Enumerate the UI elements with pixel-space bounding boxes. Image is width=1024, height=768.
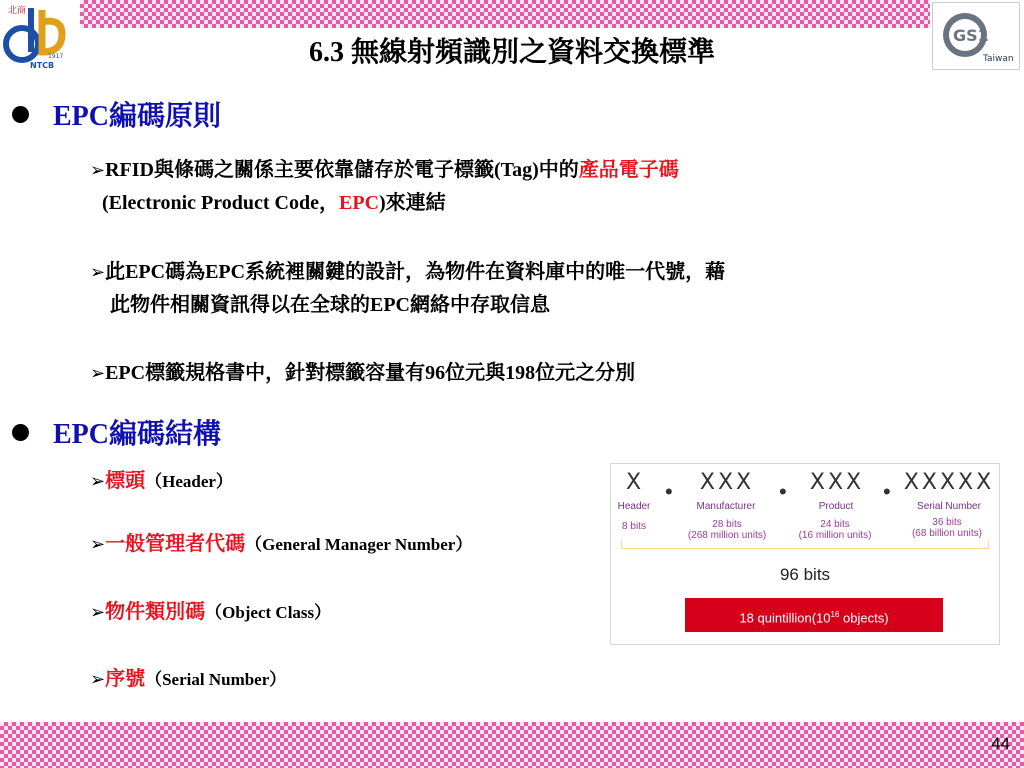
arrow-bullet-icon: ➢ [90, 602, 106, 623]
logo-year: 1917 [48, 53, 64, 60]
slide-title: 6.3 無線射頻識別之資料交換標準 [308, 37, 715, 68]
label-product: Product [818, 501, 854, 512]
separator-icon: • [883, 479, 891, 504]
bits-product: 24 bits (16 million units) [798, 519, 872, 541]
item-text-line2: 此物件相關資訊得以在全球的EPC網絡中存取信息 [110, 294, 550, 316]
item-en: （Object Class） [205, 603, 332, 622]
capacity-text: 18 quintillion(10 [739, 610, 831, 626]
item-en: （Header） [145, 472, 233, 491]
section-heading-epc-structure [12, 412, 221, 452]
logo-bottom-text: NTCB [30, 61, 55, 70]
bullet-dot-icon [12, 424, 29, 441]
bits-header: 8 bits [622, 521, 646, 532]
label-manufacturer: Manufacturer [696, 501, 756, 512]
capacity-text-end: objects) [839, 610, 889, 626]
section-heading-epc-principles [12, 94, 221, 134]
bottom-decorative-band [0, 722, 1024, 768]
section-heading-text: EPC編碼結構 [53, 419, 222, 450]
arrow-bullet-icon: ➢ [90, 534, 106, 555]
logo-top-text: 北商 [8, 6, 27, 16]
arrow-bullet-icon: ➢ [90, 669, 106, 690]
page-number: 44 [991, 734, 1010, 753]
total-bits: 96 bits [779, 565, 831, 584]
item-text-line2: (Electronic Product Code， [102, 192, 340, 214]
item-en: （Serial Number） [145, 670, 287, 689]
item-en: （General Manager Number） [245, 535, 473, 554]
gs1-sub: Taiwan [983, 54, 1014, 64]
item-highlight: 產品電子碼 [578, 159, 679, 181]
list-item-serial-number [90, 663, 286, 696]
item-highlight-epc: EPC [339, 192, 380, 214]
bits-manufacturer: 28 bits (268 million units) [687, 519, 767, 541]
item-text: RFID與條碼之關係主要依靠儲存於電子標籤(Tag)中的 [105, 159, 579, 181]
capacity-bar [685, 598, 943, 632]
gs1-mark: GS1 [953, 26, 989, 45]
capacity-exponent: 16 [830, 610, 840, 619]
item-text-line2-end: )來連結 [379, 192, 446, 214]
section-heading-text: EPC編碼原則 [53, 101, 222, 132]
total-brace [621, 540, 989, 549]
separator-icon: • [779, 479, 787, 504]
label-serial-number: Serial Number [917, 501, 981, 512]
list-item-header [90, 465, 233, 498]
list-item-object-class [90, 596, 331, 629]
segment-manufacturer: XXX [699, 470, 755, 495]
bullet-dot-icon [12, 106, 29, 123]
item-zh: 序號 [105, 668, 146, 690]
item-text: 此EPC碼為EPC系統裡關鍵的設計，為物件在資料庫中的唯一代號，藉 [105, 261, 726, 283]
list-item [90, 357, 635, 390]
list-item [90, 154, 679, 219]
segment-product: XXX [809, 470, 865, 495]
item-zh: 一般管理者代碼 [105, 533, 246, 555]
epc-structure-diagram [610, 463, 1000, 645]
segment-serial: XXXXX [903, 470, 995, 495]
item-text: EPC標籤規格書中，針對標籤容量有96位元與198位元之分別 [105, 362, 636, 384]
item-zh: 標頭 [105, 470, 146, 492]
item-zh: 物件類別碼 [105, 601, 206, 623]
arrow-bullet-icon: ➢ [90, 160, 106, 181]
arrow-bullet-icon: ➢ [90, 262, 106, 283]
bits-serial-number: 36 bits (68 billion units) [911, 517, 983, 539]
list-item [90, 256, 725, 321]
top-decorative-band [80, 0, 930, 28]
arrow-bullet-icon: ➢ [90, 363, 106, 384]
arrow-bullet-icon: ➢ [90, 471, 106, 492]
list-item-general-manager [90, 528, 472, 561]
segment-header: X [625, 470, 645, 495]
label-header: Header [617, 501, 651, 512]
separator-icon: • [665, 479, 673, 504]
